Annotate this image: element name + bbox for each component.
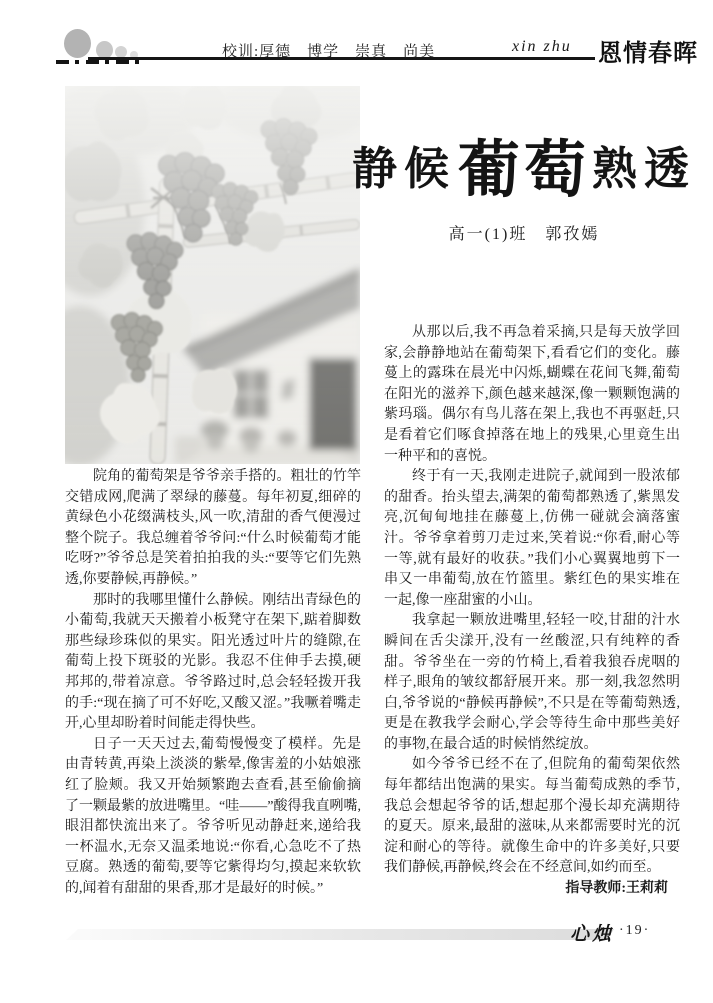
masthead-dot-large xyxy=(64,29,91,58)
paragraph: 从那以后,我不再急着采摘,只是每天放学回家,会静静地站在葡萄架下,看看它们的变化。藤蔓上的露珠在晨光中闪烁,蝴蝶在花间飞舞,葡萄在阳光的滋养下,颜色越来越深,像一颗颗饱满的紫玛瑙。偶尔有鸟儿落在架上,我也不再驱赶,只是看着它们啄食掉落在地上的残果,心里竟生出一种平和的喜悦。 xyxy=(384,325,680,464)
paragraph: 如今爷爷已经不在了,但院角的葡萄架依然每年都结出饱满的果实。每当葡萄成熟的季节,我总会想起爷爷的话,想起那个漫长却充满期待的夏天。原来,最甜的滋味,从来都需要时光的沉淀和耐心的等待。就像生命中的许多美好,只要我们静候,再静候,终会在不经意间,如约而至。 xyxy=(384,757,680,876)
footer-page-number: ·19· xyxy=(619,923,651,938)
paragraph: 日子一天天过去,葡萄慢慢变了模样。先是由青转黄,再染上淡淡的紫晕,像害羞的小姑娘涨红了脸颊。我又开始频繁跑去查看,甚至偷偷摘了一颗最紫的放进嘴里。“哇——”酸得我直咧嘴,眼泪都快流出来了。爷爷听见动静赶来,递给我一杯温水,无奈又温柔地说:“你看,心急吃不了热豆腐。熟透的葡萄,要等它紫得均匀,摸起来软软的,闻着有甜甜的果香,那才是最好的时候。” xyxy=(65,736,361,896)
grape-trellis-illustration xyxy=(65,86,360,464)
paragraph: 那时的我哪里懂什么静候。刚结出青绿色的小葡萄,我就天天搬着小板凳守在架下,踮着脚数那些绿珍珠似的果实。阳光透过叶片的缝隙,在葡萄上投下斑驳的光影。我忍不住伸手去摸,硬邦邦的,带着凉意。爷爷路过时,总会轻轻拨开我的手:“现在摘了可不好吃,又酸又涩。”我噘着嘴走开,心里却盼着时间能走得快些。 xyxy=(65,592,361,732)
article-title xyxy=(351,118,697,210)
article-right-column xyxy=(384,323,680,900)
footer-journal-name: 心烛 xyxy=(570,924,615,945)
photo-haze-overlay xyxy=(65,86,360,464)
school-motto: 校训:厚德 博学 崇真 尚美 xyxy=(222,44,436,60)
footer-band xyxy=(66,929,614,940)
advisor-credit: 指导教师:王莉莉 xyxy=(565,881,668,897)
article-byline: 高一(1)班 郭孜嫣 xyxy=(448,226,600,243)
article-title-suffix: 熟透 xyxy=(592,141,697,195)
paragraph: 院角的葡萄架是爷爷亲手搭的。粗壮的竹竿交错成网,爬满了翠绿的藤蔓。每年初夏,细碎的黄绿色小花缀满枝头,风一吹,清甜的香气便漫过整个院子。我总缠着爷爷问:“什么时候葡萄才能吃呀?”爷爷总是笑着拍拍我的头:“要等它们先熟透,你要静候,再静候。” xyxy=(65,469,361,587)
masthead-pinyin: xin zhu xyxy=(512,38,572,55)
paragraph: 终于有一天,我刚走进院子,就闻到一股浓郁的甜香。抬头望去,满架的葡萄都熟透了,紫黑发亮,沉甸甸地挂在藤蔓上,仿佛一碰就会滴落蜜汁。爷爷拿着剪刀走过来,笑着说:“你看,耐心等一等,就有最好的收获。”我们小心翼翼地剪下一串又一串葡萄,放在竹篮里。紫红色的果实堆在一起,像一座甜蜜的小山。 xyxy=(384,469,680,608)
paragraph: 我拿起一颗放进嘴里,轻轻一咬,甘甜的汁水瞬间在舌尖漾开,没有一丝酸涩,只有纯粹的香甜。爷爷坐在一旁的竹椅上,看着我狼吞虎咽的样子,眼角的皱纹都舒展开来。那一刻,我忽然明白,爷爷说的“静候再静候”,不只是在等葡萄熟透,更是在教我学会耐心,学会等待生命中那些美好的事物,在最合适的时候悄然绽放。 xyxy=(384,613,680,752)
article-title-prefix: 静候 xyxy=(351,141,456,195)
grape-trellis-photo xyxy=(65,86,360,464)
article-left-column xyxy=(65,467,361,899)
masthead-rule-dashes xyxy=(56,60,142,64)
masthead-issue-title: 恩情春晖 xyxy=(598,39,698,67)
article-title-emphasis: 葡萄 xyxy=(458,132,591,206)
